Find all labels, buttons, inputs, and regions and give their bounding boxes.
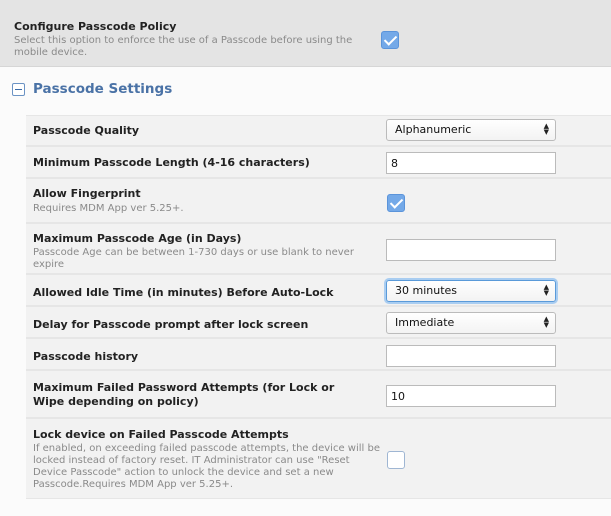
idle-time-select[interactable] (386, 280, 556, 302)
idle-time-value: 30 minutes (395, 284, 458, 297)
row-max-failed-attempts (26, 370, 611, 418)
max-failed-label: Maximum Failed Password Attempts (for Lock or Wipe depending on policy) (33, 381, 335, 408)
passcode-history-input[interactable] (386, 345, 556, 367)
configure-passcode-policy-row (0, 0, 611, 67)
passcode-quality-label: Passcode Quality (33, 124, 140, 137)
row-idle-time (26, 274, 611, 306)
row-prompt-delay (26, 306, 611, 338)
max-age-input[interactable] (386, 239, 556, 261)
passcode-quality-select[interactable] (386, 119, 556, 141)
row-passcode-quality (26, 115, 611, 146)
passcode-quality-value: Alphanumeric (395, 123, 472, 136)
max-failed-input[interactable]: 10 (386, 385, 556, 407)
max-age-label: Maximum Passcode Age (in Days) (33, 232, 242, 245)
min-length-label: Minimum Passcode Length (4-16 characters) (33, 156, 310, 169)
row-lock-device (26, 418, 611, 499)
collapse-minus-icon[interactable] (12, 83, 25, 96)
prompt-delay-value: Immediate (395, 316, 455, 329)
min-length-input[interactable]: 8 (386, 152, 556, 174)
lock-device-checkbox[interactable] (387, 451, 405, 469)
select-arrows-icon: ▲ ▼ (543, 315, 549, 329)
fingerprint-help: Requires MDM App ver 5.25+. (33, 203, 184, 214)
passcode-history-label: Passcode history (33, 350, 139, 363)
row-allow-fingerprint (26, 178, 611, 223)
policy-title: Configure Passcode Policy (14, 20, 177, 33)
section-title: Passcode Settings (33, 81, 173, 97)
idle-time-label: Allowed Idle Time (in minutes) Before Auto-Lock (33, 286, 334, 299)
prompt-delay-label: Delay for Passcode prompt after lock screen (33, 318, 309, 331)
policy-description: Select this option to enforce the use of a Passcode before using the mobile device. (14, 35, 353, 58)
lock-device-label: Lock device on Failed Passcode Attempts (33, 428, 289, 441)
select-arrows-icon: ▲ ▼ (543, 283, 549, 297)
max-age-help: Passcode Age can be between 1-730 days or use blank to never expire (33, 247, 354, 270)
fingerprint-label: Allow Fingerprint (33, 187, 141, 200)
select-arrows-icon: ▲ ▼ (543, 122, 549, 136)
row-min-length (26, 146, 611, 178)
lock-device-help: If enabled, on exceeding failed passcode attempts, the device will be locked instead of factory reset. IT Administrator can use "Reset Device Passcode" action to unlock the device and set a new Passcode.Requires MDM App ver 5.25+. (33, 443, 380, 490)
prompt-delay-select[interactable] (386, 312, 556, 334)
allow-fingerprint-checkbox[interactable] (387, 194, 405, 212)
row-max-age (26, 223, 611, 274)
row-passcode-history (26, 338, 611, 370)
configure-passcode-policy-checkbox[interactable] (381, 31, 399, 49)
